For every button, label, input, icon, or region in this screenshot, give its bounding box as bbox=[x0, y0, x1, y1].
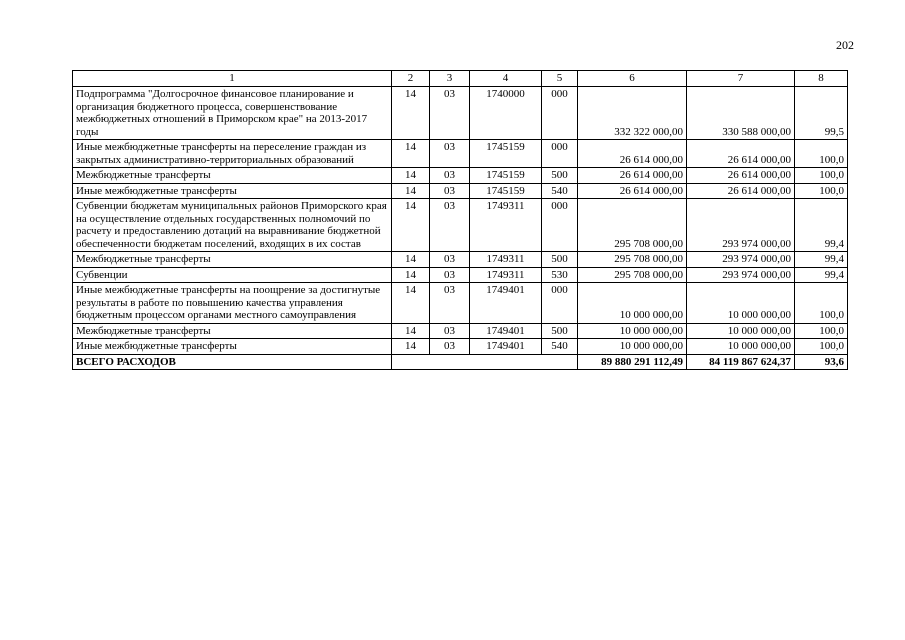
table-row bbox=[73, 183, 848, 199]
target-article-code: 1749401 bbox=[470, 323, 542, 339]
expense-type-code: 500 bbox=[542, 323, 578, 339]
subsection-code: 03 bbox=[430, 199, 470, 252]
section-code: 14 bbox=[392, 252, 430, 268]
target-article-code: 1749401 bbox=[470, 283, 542, 324]
target-article-code: 1749311 bbox=[470, 199, 542, 252]
planned-amount: 10 000 000,00 bbox=[578, 283, 687, 324]
section-code: 14 bbox=[392, 339, 430, 355]
header-cell: 1 bbox=[73, 71, 392, 87]
table-body bbox=[73, 71, 848, 370]
header-cell: 7 bbox=[687, 71, 795, 87]
header-cell: 8 bbox=[795, 71, 848, 87]
subsection-code: 03 bbox=[430, 87, 470, 140]
table-row bbox=[73, 267, 848, 283]
execution-percent: 100,0 bbox=[795, 323, 848, 339]
subsection-code: 03 bbox=[430, 323, 470, 339]
expense-type-code: 000 bbox=[542, 199, 578, 252]
subsection-code: 03 bbox=[430, 252, 470, 268]
section-code: 14 bbox=[392, 283, 430, 324]
planned-amount: 295 708 000,00 bbox=[578, 267, 687, 283]
target-article-code: 1740000 bbox=[470, 87, 542, 140]
total-label: ВСЕГО РАСХОДОВ bbox=[73, 354, 392, 370]
section-code: 14 bbox=[392, 323, 430, 339]
table-row bbox=[73, 87, 848, 140]
execution-percent: 100,0 bbox=[795, 168, 848, 184]
target-article-code: 1745159 bbox=[470, 140, 542, 168]
execution-percent: 100,0 bbox=[795, 140, 848, 168]
actual-amount: 26 614 000,00 bbox=[687, 140, 795, 168]
header-cell: 2 bbox=[392, 71, 430, 87]
section-code: 14 bbox=[392, 183, 430, 199]
section-code: 14 bbox=[392, 168, 430, 184]
row-name: Подпрограмма "Долгосрочное финансовое планирование и организация бюджетного процесса, совершенствование межбюджетных отношений в Приморском крае" на 2013-2017 годы bbox=[73, 87, 392, 140]
expense-type-code: 000 bbox=[542, 87, 578, 140]
header-row bbox=[73, 71, 848, 87]
expense-type-code: 530 bbox=[542, 267, 578, 283]
planned-amount: 26 614 000,00 bbox=[578, 168, 687, 184]
subsection-code: 03 bbox=[430, 339, 470, 355]
row-name: Межбюджетные трансферты bbox=[73, 323, 392, 339]
row-name: Иные межбюджетные трансферты на переселение граждан из закрытых административно-территориальных образований bbox=[73, 140, 392, 168]
subsection-code: 03 bbox=[430, 283, 470, 324]
actual-amount: 330 588 000,00 bbox=[687, 87, 795, 140]
row-name: Иные межбюджетные трансферты bbox=[73, 183, 392, 199]
actual-amount: 26 614 000,00 bbox=[687, 168, 795, 184]
actual-amount: 26 614 000,00 bbox=[687, 183, 795, 199]
subsection-code: 03 bbox=[430, 183, 470, 199]
header-cell: 6 bbox=[578, 71, 687, 87]
expense-type-code: 500 bbox=[542, 168, 578, 184]
subsection-code: 03 bbox=[430, 140, 470, 168]
header-cell: 5 bbox=[542, 71, 578, 87]
header-cell: 4 bbox=[470, 71, 542, 87]
execution-percent: 99,4 bbox=[795, 252, 848, 268]
table-row bbox=[73, 339, 848, 355]
table-row bbox=[73, 283, 848, 324]
total-row bbox=[73, 354, 848, 370]
execution-percent: 100,0 bbox=[795, 339, 848, 355]
subsection-code: 03 bbox=[430, 267, 470, 283]
target-article-code: 1745159 bbox=[470, 168, 542, 184]
planned-amount: 295 708 000,00 bbox=[578, 199, 687, 252]
table-row bbox=[73, 168, 848, 184]
row-name: Межбюджетные трансферты bbox=[73, 252, 392, 268]
actual-amount: 293 974 000,00 bbox=[687, 199, 795, 252]
table-row bbox=[73, 323, 848, 339]
planned-amount: 295 708 000,00 bbox=[578, 252, 687, 268]
target-article-code: 1749311 bbox=[470, 252, 542, 268]
expense-type-code: 540 bbox=[542, 339, 578, 355]
row-name: Субвенции бюджетам муниципальных районов Приморского края на осуществление отдельных государственных полномочий по расчету и предоставлению дотаций на выравнивание бюджетной обеспеченности бюджетам поселений, входящих в их состав bbox=[73, 199, 392, 252]
target-article-code: 1749311 bbox=[470, 267, 542, 283]
actual-amount: 10 000 000,00 bbox=[687, 323, 795, 339]
table-row bbox=[73, 140, 848, 168]
total-planned-amount: 89 880 291 112,49 bbox=[578, 354, 687, 370]
budget-table bbox=[72, 70, 848, 370]
planned-amount: 332 322 000,00 bbox=[578, 87, 687, 140]
section-code: 14 bbox=[392, 140, 430, 168]
planned-amount: 10 000 000,00 bbox=[578, 323, 687, 339]
target-article-code: 1749401 bbox=[470, 339, 542, 355]
planned-amount: 26 614 000,00 bbox=[578, 183, 687, 199]
execution-percent: 100,0 bbox=[795, 183, 848, 199]
row-name: Субвенции bbox=[73, 267, 392, 283]
row-name: Иные межбюджетные трансферты bbox=[73, 339, 392, 355]
expense-type-code: 000 bbox=[542, 283, 578, 324]
actual-amount: 293 974 000,00 bbox=[687, 267, 795, 283]
planned-amount: 26 614 000,00 bbox=[578, 140, 687, 168]
execution-percent: 100,0 bbox=[795, 283, 848, 324]
section-code: 14 bbox=[392, 199, 430, 252]
planned-amount: 10 000 000,00 bbox=[578, 339, 687, 355]
total-empty-cell bbox=[392, 354, 578, 370]
actual-amount: 10 000 000,00 bbox=[687, 283, 795, 324]
total-execution-percent: 93,6 bbox=[795, 354, 848, 370]
target-article-code: 1745159 bbox=[470, 183, 542, 199]
execution-percent: 99,4 bbox=[795, 199, 848, 252]
table-row bbox=[73, 199, 848, 252]
execution-percent: 99,5 bbox=[795, 87, 848, 140]
section-code: 14 bbox=[392, 267, 430, 283]
execution-percent: 99,4 bbox=[795, 267, 848, 283]
row-name: Иные межбюджетные трансферты на поощрение за достигнутые результаты в работе по повышению качества управления бюджетным процессом органами местного самоуправления bbox=[73, 283, 392, 324]
actual-amount: 293 974 000,00 bbox=[687, 252, 795, 268]
subsection-code: 03 bbox=[430, 168, 470, 184]
table-row bbox=[73, 252, 848, 268]
section-code: 14 bbox=[392, 87, 430, 140]
header-cell: 3 bbox=[430, 71, 470, 87]
expense-type-code: 000 bbox=[542, 140, 578, 168]
row-name: Межбюджетные трансферты bbox=[73, 168, 392, 184]
page-number: 202 bbox=[836, 38, 854, 52]
actual-amount: 10 000 000,00 bbox=[687, 339, 795, 355]
expense-type-code: 540 bbox=[542, 183, 578, 199]
expense-type-code: 500 bbox=[542, 252, 578, 268]
total-actual-amount: 84 119 867 624,37 bbox=[687, 354, 795, 370]
